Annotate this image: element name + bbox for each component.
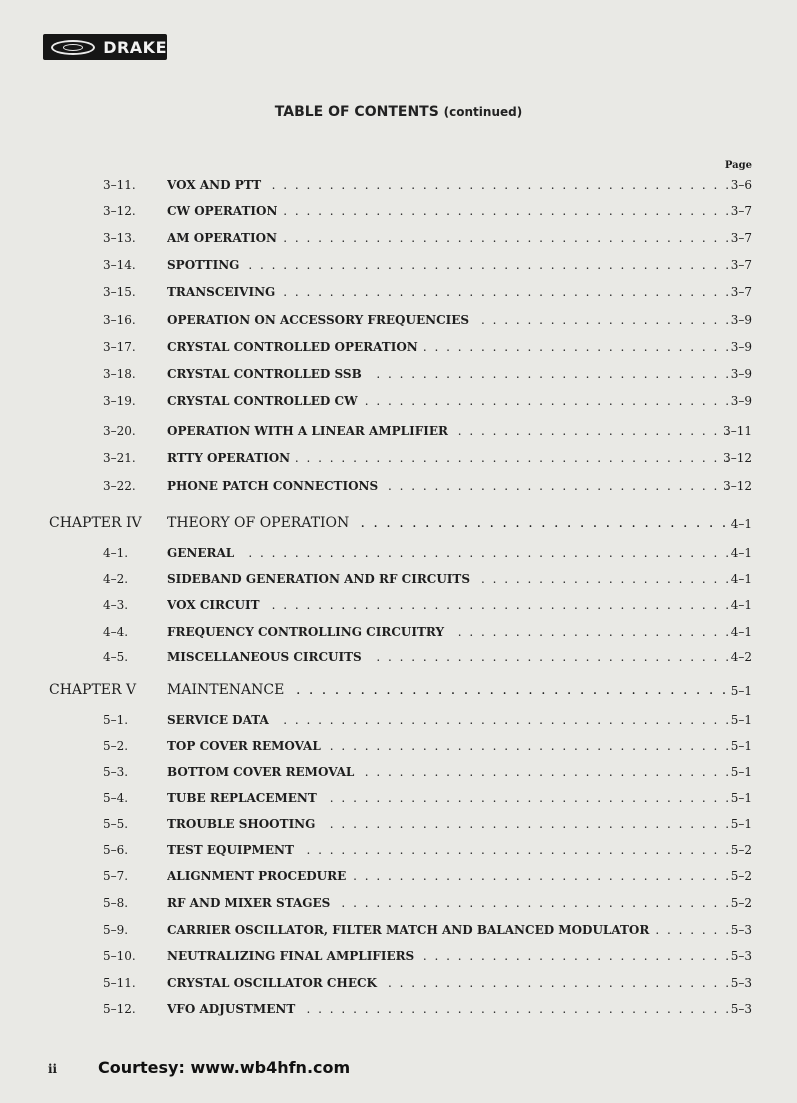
- toc-page-number: 3–7: [730, 285, 752, 299]
- toc-page-number: 5–3: [730, 1002, 752, 1016]
- toc-entry-title: TOP COVER REMOVAL: [167, 739, 327, 753]
- title-suffix: (continued): [443, 105, 523, 119]
- toc-entry: [167, 682, 729, 702]
- toc-entry: [167, 451, 729, 467]
- toc-page-number: 5–3: [730, 976, 752, 990]
- toc-section-number: 4–4.: [103, 625, 129, 639]
- toc-row: [0, 999, 797, 1019]
- toc-row: [0, 476, 797, 496]
- toc-page-number: 5–1: [730, 739, 752, 753]
- toc-section-number: 3–16.: [103, 313, 136, 327]
- toc-entry: [167, 204, 729, 220]
- toc-entry: [167, 817, 729, 833]
- toc-row: [0, 543, 797, 563]
- toc-entry: [167, 869, 729, 885]
- toc-entry-title: THEORY OF OPERATION: [167, 515, 355, 531]
- toc-page-number: 4–1: [730, 572, 752, 586]
- toc-entry-title: TROUBLE SHOOTING: [167, 817, 321, 831]
- toc-section-number: 5–1.: [103, 713, 129, 727]
- toc-section-number: 3–19.: [103, 394, 136, 408]
- toc-row: [0, 421, 797, 441]
- toc-page-number: 4–1: [730, 598, 752, 612]
- toc-row: [0, 710, 797, 730]
- toc-section-number: 5–10.: [103, 949, 136, 963]
- toc-row: [0, 840, 797, 860]
- toc-entry: [167, 1002, 729, 1018]
- page-column-header: Page: [724, 160, 752, 171]
- toc-section-number: 4–3.: [103, 598, 129, 612]
- toc-row: [0, 391, 797, 411]
- toc-row: [0, 946, 797, 966]
- toc-entry: [167, 598, 729, 614]
- toc-section-number: 5–8.: [103, 896, 129, 910]
- toc-row: [0, 866, 797, 886]
- toc-entry: [167, 896, 729, 912]
- toc-entry-title: CW OPERATION: [167, 204, 283, 218]
- toc-section-number: 5–6.: [103, 843, 129, 857]
- toc-entry: [167, 765, 729, 781]
- toc-entry-title: VFO ADJUSTMENT: [167, 1002, 301, 1016]
- toc-entry: [167, 713, 729, 729]
- toc-entry: [167, 479, 729, 495]
- toc-entry-title: CRYSTAL CONTROLLED SSB: [167, 367, 368, 381]
- logo-text: DRAKE: [103, 37, 167, 57]
- toc-row: [0, 569, 797, 589]
- toc-entry-title: AM OPERATION: [167, 231, 283, 245]
- toc-chapter-row: [0, 682, 797, 702]
- toc-section-number: 3–14.: [103, 258, 136, 272]
- toc-entry: [167, 843, 729, 859]
- toc-entry-title: PHONE PATCH CONNECTIONS: [167, 479, 384, 493]
- toc-entry: [167, 258, 729, 274]
- toc-page-number: 3–11: [723, 424, 752, 438]
- toc-row: [0, 175, 797, 195]
- toc-page-number: 4–1: [730, 625, 752, 639]
- toc-page-number: 3–7: [730, 258, 752, 272]
- toc-page-number: 4–1: [730, 546, 752, 560]
- toc-entry-title: RTTY OPERATION: [167, 451, 296, 465]
- toc-section-number: 3–11.: [103, 178, 136, 192]
- toc-page-number: 5–3: [730, 949, 752, 963]
- toc-entry-title: CRYSTAL CONTROLLED OPERATION: [167, 340, 424, 354]
- toc-section-number: 5–2.: [103, 739, 129, 753]
- toc-page-number: 5–2: [730, 843, 752, 857]
- toc-entry-title: VOX CIRCUIT: [167, 598, 266, 612]
- toc-entry-title: CARRIER OSCILLATOR, FILTER MATCH AND BALANCED MODULATOR: [167, 923, 655, 937]
- toc-page-number: 5–3: [730, 923, 752, 937]
- toc-row: [0, 622, 797, 642]
- toc-entry-title: GENERAL: [167, 546, 240, 560]
- toc-chapter-label: CHAPTER V: [49, 682, 137, 698]
- toc-row: [0, 255, 797, 275]
- toc-entry: [167, 178, 729, 194]
- toc-entry-title: MAINTENANCE: [167, 682, 290, 698]
- toc-section-number: 5–9.: [103, 923, 129, 937]
- toc-page-number: 5–1: [730, 713, 752, 727]
- toc-section-number: 5–11.: [103, 976, 136, 990]
- toc-page-number: 5–1: [730, 765, 752, 779]
- toc-entry: [167, 976, 729, 992]
- toc-entry-title: SIDEBAND GENERATION AND RF CIRCUITS: [167, 572, 476, 586]
- toc-entry: [167, 791, 729, 807]
- toc-entry-title: OPERATION ON ACCESSORY FREQUENCIES: [167, 313, 475, 327]
- courtesy-note: Courtesy: www.wb4hfn.com: [98, 1058, 351, 1077]
- toc-section-number: 5–4.: [103, 791, 129, 805]
- toc-section-number: 3–18.: [103, 367, 136, 381]
- toc-entry-title: FREQUENCY CONTROLLING CIRCUITRY: [167, 625, 450, 639]
- toc-page-number: 3–7: [730, 204, 752, 218]
- toc-entry-title: TRANSCEIVING: [167, 285, 281, 299]
- page-number: ii: [48, 1062, 58, 1076]
- toc-row: [0, 814, 797, 834]
- toc-row: [0, 973, 797, 993]
- toc-section-number: 5–3.: [103, 765, 129, 779]
- toc-entry: [167, 650, 729, 666]
- toc-entry: [167, 231, 729, 247]
- toc-section-number: 4–1.: [103, 546, 129, 560]
- toc-page-number: 5–1: [730, 817, 752, 831]
- toc-row: [0, 647, 797, 667]
- toc-page-number: 5–1: [730, 791, 752, 805]
- toc-row: [0, 788, 797, 808]
- toc-section-number: 3–20.: [103, 424, 136, 438]
- toc-row: [0, 201, 797, 221]
- toc-section-number: 5–12.: [103, 1002, 136, 1016]
- toc-page-number: 5–1: [730, 684, 752, 698]
- toc-row: [0, 893, 797, 913]
- toc-section-number: 3–22.: [103, 479, 136, 493]
- toc-entry: [167, 949, 729, 965]
- toc-entry: [167, 923, 729, 939]
- toc-page-number: 3–9: [730, 394, 752, 408]
- toc-row: [0, 736, 797, 756]
- toc-section-number: 3–17.: [103, 340, 136, 354]
- toc-row: [0, 282, 797, 302]
- toc-section-number: 3–15.: [103, 285, 136, 299]
- toc-page-number: 4–2: [730, 650, 752, 664]
- toc-row: [0, 364, 797, 384]
- toc-row: [0, 920, 797, 940]
- toc-section-number: 3–21.: [103, 451, 136, 465]
- toc-entry: [167, 367, 729, 383]
- toc-entry-title: CRYSTAL OSCILLATOR CHECK: [167, 976, 383, 990]
- toc-row: [0, 448, 797, 468]
- toc-entry-title: OPERATION WITH A LINEAR AMPLIFIER: [167, 424, 454, 438]
- toc-entry-title: CRYSTAL CONTROLLED CW: [167, 394, 364, 408]
- page-title: [0, 104, 797, 120]
- toc-page-number: 3–12: [723, 451, 752, 465]
- toc-entry: [167, 424, 729, 440]
- toc-chapter-label: CHAPTER IV: [49, 515, 142, 531]
- toc-entry-title: BOTTOM COVER REMOVAL: [167, 765, 360, 779]
- toc-section-number: 4–5.: [103, 650, 129, 664]
- drake-logo-emblem-icon: [51, 40, 95, 55]
- toc-entry: [167, 340, 729, 356]
- toc-entry-title: ALIGNMENT PROCEDURE: [167, 869, 352, 883]
- toc-page-number: 3–6: [730, 178, 752, 192]
- toc-page-number: 3–9: [730, 367, 752, 381]
- toc-entry: [167, 572, 729, 588]
- toc-entry: [167, 739, 729, 755]
- toc-entry: [167, 313, 729, 329]
- toc-page-number: 3–9: [730, 340, 752, 354]
- toc-entry-title: SPOTTING: [167, 258, 245, 272]
- toc-page-number: 5–2: [730, 869, 752, 883]
- toc-row: [0, 595, 797, 615]
- toc-entry: [167, 394, 729, 410]
- toc-section-number: 3–12.: [103, 204, 136, 218]
- toc-entry-title: NEUTRALIZING FINAL AMPLIFIERS: [167, 949, 420, 963]
- toc-row: [0, 762, 797, 782]
- toc-section-number: 4–2.: [103, 572, 129, 586]
- toc-entry-title: SERVICE DATA: [167, 713, 275, 727]
- toc-page-number: 3–9: [730, 313, 752, 327]
- toc-page-number: 4–1: [730, 517, 752, 531]
- toc-section-number: 5–7.: [103, 869, 129, 883]
- toc-entry-title: TEST EQUIPMENT: [167, 843, 300, 857]
- toc-entry-title: TUBE REPLACEMENT: [167, 791, 323, 805]
- toc-page-number: 3–12: [723, 479, 752, 493]
- toc-row: [0, 337, 797, 357]
- title-text: TABLE OF CONTENTS: [274, 104, 439, 120]
- toc-entry-title: VOX AND PTT: [167, 178, 267, 192]
- toc-entry: [167, 515, 729, 535]
- toc-entry-title: RF AND MIXER STAGES: [167, 896, 336, 910]
- drake-logo: [43, 34, 167, 60]
- toc-entry: [167, 285, 729, 301]
- toc-section-number: 3–13.: [103, 231, 136, 245]
- toc-section-number: 5–5.: [103, 817, 129, 831]
- toc-row: [0, 310, 797, 330]
- toc-chapter-row: [0, 515, 797, 535]
- toc-page-number: 5–2: [730, 896, 752, 910]
- toc-entry: [167, 625, 729, 641]
- toc-page-number: 3–7: [730, 231, 752, 245]
- toc-entry-title: MISCELLANEOUS CIRCUITS: [167, 650, 368, 664]
- toc-entry: [167, 546, 729, 562]
- toc-row: [0, 228, 797, 248]
